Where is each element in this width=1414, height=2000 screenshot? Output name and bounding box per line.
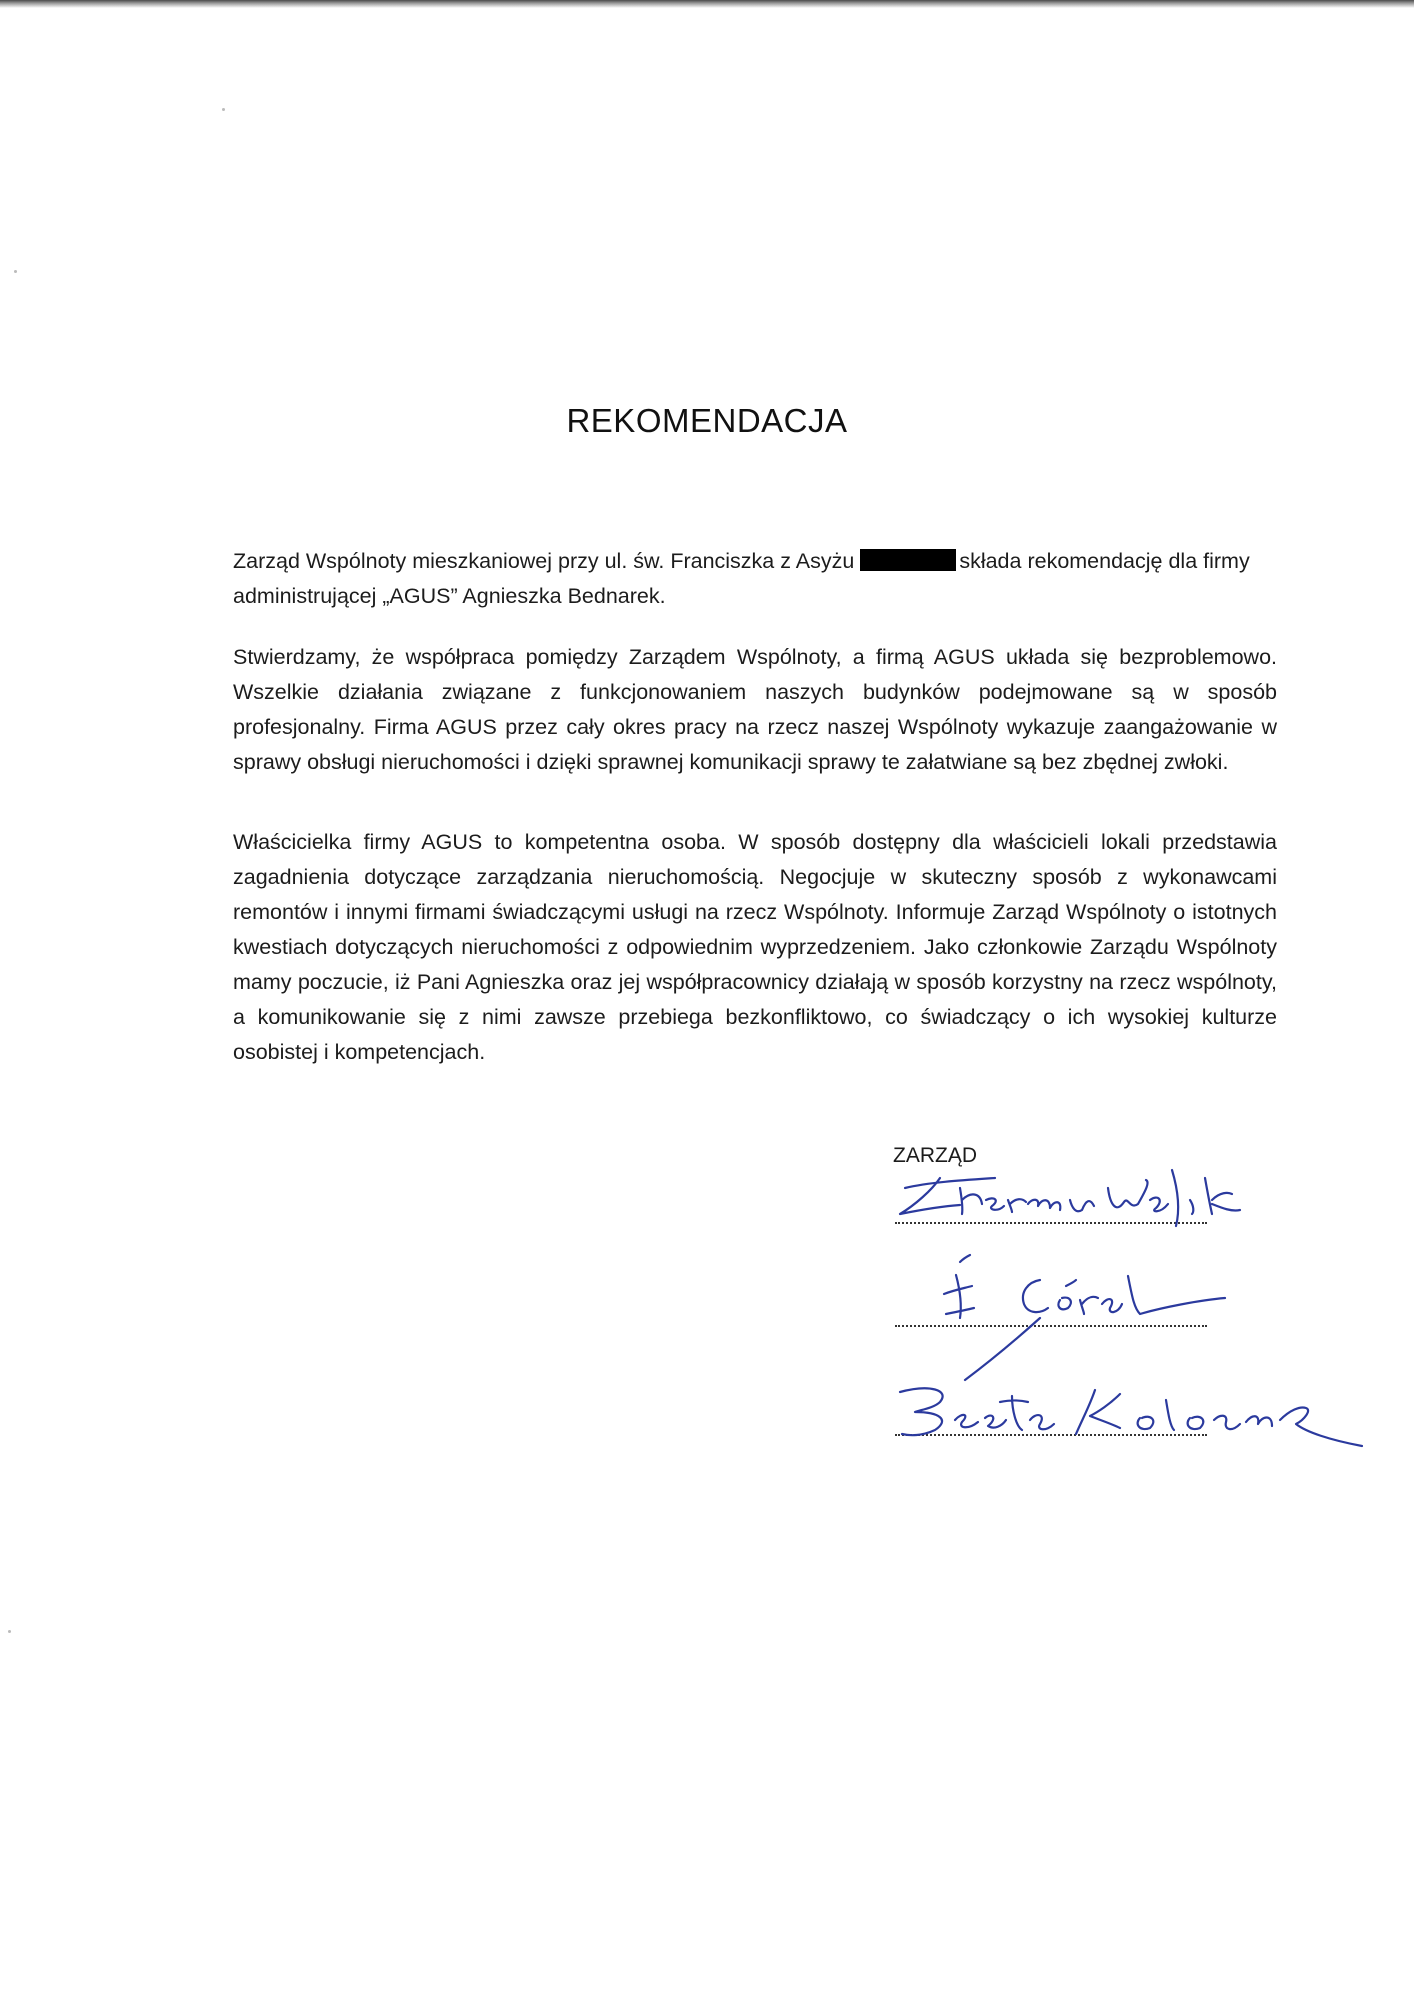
paragraph-cooperation: Stwierdzamy, że współpraca pomiędzy Zarządem Wspólnoty, a firmą AGUS układa się bezproblemowo. Wszelkie działania związane z funkcjonowaniem naszych budynków podejmowane są w sposób profesjonalny. Firma AGUS przez cały okres pracy na rzecz naszej Wspólnoty wykazuje zaangażowanie w sprawy obsługi nieruchomości i dzięki sprawnej komunikacji sprawy te załatwiane są bez zbędnej zwłoki. [233,645,1277,774]
redacted-address-block [860,549,956,571]
signature-2 [944,1255,1225,1380]
signature-line [895,1222,1207,1224]
signature-line [895,1325,1207,1327]
paragraph-owner: Właścicielka firmy AGUS to kompetentna osoba. W sposób dostępny dla właścicieli lokali przedstawia zagadnienia dotyczące zarządzania nieruchomością. Negocjuje w skuteczny sposób z wykonawcami remontów i innymi firmami świadczącymi usługi na rzecz Wspólnoty. Informuje Zarząd Wspólnoty o istotnych kwestiach dotyczących nieruchomości z odpowiednim wyprzedzeniem. Jako członkowie Zarządu Wspólnoty mamy poczucie, iż Pani Agnieszka oraz jej współpracownicy działają w sposób korzystny na rzecz wspólnoty, a komunikowanie się z nimi zawsze przebiega bezkonfliktowo, co świadczący o ich wysokiej kulturze osobistej i kompetencjach. [233,830,1277,1064]
signature-3 [900,1388,1362,1446]
board-label: ZARZĄD [893,1144,977,1167]
scan-speck [14,270,17,273]
intro-text-start: Zarząd Wspólnoty mieszkaniowej przy ul. św. Franciszka z Asyżu [233,549,855,573]
signature-1 [900,1170,1240,1226]
signature-line [895,1434,1207,1436]
scan-top-edge [0,0,1414,8]
document-title: REKOMENDACJA [566,402,848,439]
scan-speck [222,108,225,111]
intro-text-end: składa rekomendację dla firmy administrującej „AGUS” Agnieszka Bednarek. [233,549,1250,608]
scan-speck [8,1630,11,1633]
paragraph-intro [233,544,1277,614]
